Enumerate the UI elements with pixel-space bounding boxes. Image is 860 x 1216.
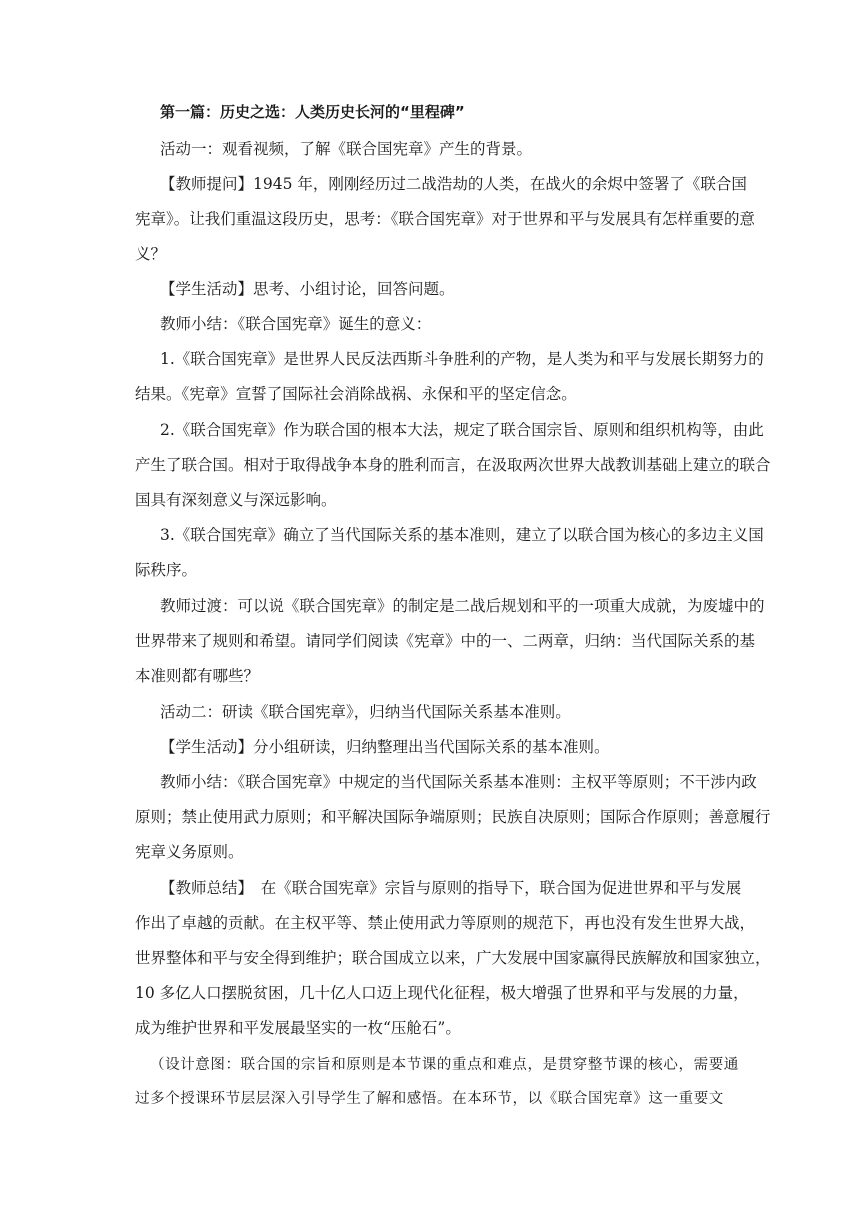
paragraph-line: 成为维护世界和平发展最坚实的一枚“压舱石”。	[135, 1019, 461, 1037]
paragraph-line: 产生了联合国。相对于取得战争本身的胜利而言，在汲取两次世界大战教训基础上建立的联合	[135, 456, 771, 474]
paragraph-line: 1.《联合国宪章》是世界人民反法西斯斗争胜利的产物，是人类为和平与发展长期努力的	[160, 350, 764, 368]
paragraph-line: 【教师提问】1945 年，刚刚经历过二战浩劫的人类，在战火的余烬中签署了《联合国	[160, 175, 747, 193]
design-note-line: （设计意图：联合国的宗旨和原则是本节课的重点和难点，是贯穿整节课的核心，需要通	[150, 1057, 739, 1073]
paragraph-line: 际秩序。	[135, 561, 198, 579]
paragraph-line: 世界整体和平与安全得到维护；联合国成立以来，广大发展中国家赢得民族解放和国家独立，	[135, 949, 771, 967]
paragraph-line: 结果。《宪章》宣誓了国际社会消除战祸、永保和平的坚定信念。	[135, 385, 577, 403]
paragraph-line: 【学生活动】思考、小组讨论，回答问题。	[160, 280, 455, 298]
paragraph-line: 教师过渡：可以说《联合国宪章》的制定是二战后规划和平的一项重大成就，为废墟中的	[160, 597, 765, 615]
section-title: 第一篇：历史之选：人类历史长河的“里程碑”	[160, 103, 465, 121]
paragraph-line: 教师小结：《联合国宪章》中规定的当代国际关系基本准则：主权平等原则；不干涉内政	[160, 773, 757, 791]
paragraph-line: 本准则都有哪些？	[135, 667, 260, 685]
paragraph-line: 教师小结：《联合国宪章》诞生的意义：	[160, 315, 432, 333]
paragraph-line: 作出了卓越的贡献。在主权平等、禁止使用武力等原则的规范下，再也没有发生世界大战，	[135, 914, 756, 932]
paragraph-line: 【教师总结】 在《联合国宪章》宗旨与原则的指导下，联合国为促进世界和平与发展	[160, 879, 742, 897]
paragraph-line: 宪章义务原则。	[135, 843, 244, 861]
design-note-line: 过多个授课环节层层深入引导学生了解和感悟。在本环节，以《联合国宪章》这一重要文	[135, 1091, 724, 1107]
paragraph-line: 原则；禁止使用武力原则；和平解决国际争端原则；民族自决原则；国际合作原则；善意履行	[135, 808, 771, 826]
paragraph-line: 国具有深刻意义与深远影响。	[135, 491, 337, 509]
paragraph-line: 义？	[135, 245, 167, 263]
paragraph-line: 活动二：研读《联合国宪章》，归纳当代国际关系基本准则。	[160, 703, 571, 721]
paragraph-line: 10 多亿人口摆脱贫困，几十亿人口迈上现代化征程，极大增强了世界和平与发展的力量，	[135, 984, 749, 1002]
paragraph-line: 【学生活动】分小组研读，归纳整理出当代国际关系的基本准则。	[160, 738, 610, 756]
paragraph-line: 3.《联合国宪章》确立了当代国际关系的基本准则，建立了以联合国为核心的多边主义国	[160, 526, 764, 544]
paragraph-line: 活动一：观看视频，了解《联合国宪章》产生的背景。	[160, 140, 533, 158]
paragraph-line: 2.《联合国宪章》作为联合国的根本大法，规定了联合国宗旨、原则和组织机构等，由此	[160, 421, 764, 439]
paragraph-line: 宪章》。让我们重温这段历史，思考：《联合国宪章》对于世界和平与发展具有怎样重要的意	[135, 210, 756, 228]
paragraph-line: 世界带来了规则和希望。请同学们阅读《宪章》中的一、二两章，归纳：当代国际关系的基	[135, 632, 756, 650]
